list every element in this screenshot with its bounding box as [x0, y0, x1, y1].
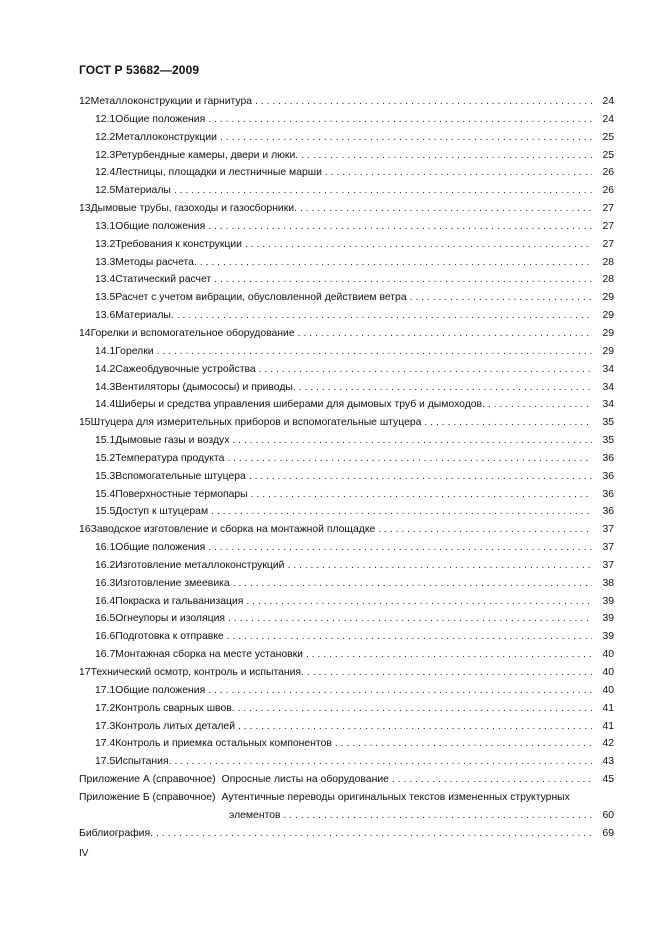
dot-leader: [245, 236, 592, 254]
toc-entry[interactable]: [79, 325, 614, 343]
toc-entry[interactable]: [79, 610, 614, 628]
toc-entry-number: 16: [79, 524, 91, 536]
dot-leader: [208, 539, 592, 557]
toc-entry[interactable]: [79, 557, 614, 575]
toc-entry-number: 14.2: [95, 363, 116, 375]
dot-leader: [246, 593, 592, 611]
toc-entry-page: 60: [602, 809, 614, 821]
toc-entry-appendix-b[interactable]: [79, 789, 614, 807]
toc-entry-title: Технический осмотр, контроль и испытания.: [90, 667, 304, 678]
toc-entry[interactable]: [79, 236, 614, 254]
toc-entry-title: Лестницы, площадки и лестничные марши: [115, 167, 322, 179]
toc-entry[interactable]: [79, 718, 614, 736]
dot-leader: [335, 735, 592, 753]
dot-leader: [211, 503, 592, 521]
toc-entry-title: Горелки и вспомогательное оборудование: [90, 327, 295, 339]
toc-entry-title: Дымовые газы и воздух: [115, 435, 230, 447]
toc-entry-number: 15.5: [95, 506, 116, 518]
dot-leader: [306, 646, 592, 664]
toc-entry-number: 16.6: [95, 631, 116, 643]
dot-leader: [488, 396, 592, 414]
dot-leader: [200, 254, 592, 272]
toc-entry-title: Вентиляторы (дымососы) и приводы.: [115, 381, 296, 393]
toc-entry-number: 16.7: [95, 649, 116, 661]
toc-entry-number: 13.1: [95, 220, 116, 232]
toc-entry-page: 29: [602, 345, 614, 357]
toc-entry-page: 25: [602, 131, 614, 143]
toc-entry-title: Контроль литых деталей: [115, 720, 235, 732]
toc-entry-page: 43: [602, 756, 614, 768]
toc-entry-number: 13: [79, 203, 91, 215]
toc-entry[interactable]: [79, 129, 614, 147]
toc-entry-page: 34: [602, 399, 614, 411]
dot-leader: [208, 682, 592, 700]
toc-entry-number: 13.4: [95, 274, 116, 286]
toc-entry-number: 17: [79, 667, 91, 678]
toc-entry-page: 24: [602, 113, 614, 125]
toc-entry-number: 17.1: [95, 684, 116, 696]
toc-entry-page: 27: [602, 238, 614, 250]
dot-leader: [214, 271, 592, 289]
toc-entry-page: 37: [602, 559, 614, 571]
toc-entry-page: 28: [602, 256, 614, 268]
toc-entry-title: Заводское изготовление и сборка на монтажной площадке: [90, 524, 376, 536]
page-number: IV: [79, 848, 89, 859]
toc-entry-title: Сажеобдувочные устройства: [115, 363, 256, 375]
toc-entry-page: 36: [602, 452, 614, 464]
toc-entry[interactable]: [79, 593, 614, 611]
toc-entry-appendix-a[interactable]: [79, 771, 614, 789]
toc-entry-page: 25: [602, 149, 614, 161]
dot-leader: [410, 289, 592, 307]
toc-entry-number: 12.2: [95, 131, 116, 143]
toc-entry-title: Дымовые трубы, газоходы и газосборники.: [90, 203, 297, 215]
toc-entry-title: Общие положения: [115, 220, 206, 232]
toc-entry-page: 24: [602, 96, 614, 107]
toc-entry[interactable]: [79, 164, 614, 182]
toc-entry-page: 27: [602, 220, 614, 232]
toc-entry-title: Испытания.: [115, 756, 172, 768]
dot-leader: [232, 432, 592, 450]
toc-entry[interactable]: [79, 396, 614, 414]
toc-entry[interactable]: [79, 646, 614, 664]
toc-entry-title: Изготовление металлоконструкций: [115, 559, 285, 571]
toc-entry[interactable]: [79, 414, 614, 432]
toc-entry-title: Изготовление змеевика: [115, 577, 230, 589]
toc-entry[interactable]: [79, 539, 614, 557]
toc-entry-title: Общие положения: [115, 542, 206, 554]
toc-entry-page: 29: [602, 327, 614, 339]
toc-entry-number: 13.5: [95, 292, 116, 304]
toc-entry-page: 69: [602, 827, 614, 839]
toc-entry[interactable]: [79, 93, 614, 111]
appendix-label: Приложение А (справочное): [79, 774, 216, 786]
bibliography-title: Библиография.: [79, 827, 153, 839]
toc-entry-number: 15.2: [95, 452, 116, 464]
toc-entry-number: 14.1: [95, 345, 116, 357]
toc-entry-number: 12.3: [95, 149, 116, 161]
dot-leader: [220, 129, 592, 147]
toc-entry-number: 14.4: [95, 399, 116, 411]
dot-leader: [424, 414, 592, 432]
toc-entry[interactable]: [79, 468, 614, 486]
toc-entry-title: Поверхностные термопары: [115, 488, 248, 500]
toc-entry-title: Контроль и приемка остальных компонентов: [115, 738, 332, 750]
toc-entry-number: 12.4: [95, 167, 116, 179]
toc-entry-title: Материалы.: [115, 310, 174, 322]
toc-entry-page: 40: [602, 649, 614, 661]
dot-leader: [284, 807, 592, 825]
toc-entry-page: 42: [602, 738, 614, 750]
toc-entry-title: Шиберы и средства управления шиберами для дымовых труб и дымоходов.: [115, 399, 485, 411]
toc-entry-title: Статический расчет: [115, 274, 212, 286]
toc-entry-page: 35: [602, 417, 614, 429]
toc-entry-number: 16.4: [95, 595, 116, 607]
toc-entry-page: 40: [602, 684, 614, 696]
appendix-title: Опросные листы на оборудование: [221, 774, 389, 786]
toc-entry-page: 28: [602, 274, 614, 286]
toc-entry-number: 17.4: [95, 738, 116, 750]
appendix-title-continued: элементов: [229, 809, 281, 821]
toc-entry-page: 29: [602, 310, 614, 322]
toc-entry-number: 17.3: [95, 720, 116, 732]
toc-entry-page: 34: [602, 363, 614, 375]
toc-entry-title: Расчет с учетом вибрации, обусловленной действием ветра: [115, 292, 407, 304]
toc-entry-number: 16.1: [95, 542, 116, 554]
toc-entry[interactable]: [79, 147, 614, 165]
toc-entry-number: 12: [79, 96, 91, 107]
dot-leader: [255, 93, 592, 111]
toc-entry[interactable]: [79, 664, 614, 682]
dot-leader: [325, 164, 592, 182]
toc-entry-page: 36: [602, 488, 614, 500]
toc-entry-title: Горелки: [115, 345, 154, 357]
dot-leader: [174, 182, 592, 200]
appendix-label: Приложение Б (справочное): [79, 791, 216, 803]
toc-entry[interactable]: [79, 271, 614, 289]
toc-entry-title: Штуцера для измерительных приборов и вспомогательные штуцера: [90, 417, 422, 429]
toc-entry[interactable]: [79, 700, 614, 718]
toc-entry-page: 38: [602, 577, 614, 589]
toc-entry-number: 12.1: [95, 113, 116, 125]
toc-entry-page: 34: [602, 381, 614, 393]
dot-leader: [233, 575, 592, 593]
toc-entry[interactable]: [79, 450, 614, 468]
toc-entry-bibliography[interactable]: [79, 825, 614, 843]
toc-entry-page: 35: [602, 435, 614, 447]
dot-leader: [228, 610, 592, 628]
toc-entry[interactable]: [79, 432, 614, 450]
toc-entry-title: Металлоконструкции и гарнитура: [90, 96, 253, 107]
toc-entry-page: 45: [602, 774, 614, 786]
dot-leader: [251, 486, 592, 504]
dot-leader: [208, 218, 592, 236]
dot-leader: [238, 718, 592, 736]
toc-entry-title: Контроль сварных швов.: [115, 702, 235, 714]
toc-entry-number: 14.3: [95, 381, 116, 393]
toc-entry[interactable]: [79, 307, 614, 325]
toc-entry-number: 12.5: [95, 185, 116, 197]
toc-entry[interactable]: [79, 486, 614, 504]
toc-entry-title: Металлоконструкции: [115, 131, 217, 143]
toc-entry-title: Монтажная сборка на месте установки: [115, 649, 303, 661]
toc-entry-number: 16.3: [95, 577, 116, 589]
dot-leader: [227, 628, 592, 646]
dot-leader: [156, 825, 592, 843]
dot-leader: [174, 753, 592, 771]
dot-leader: [157, 343, 592, 361]
toc-entry-page: 36: [602, 470, 614, 482]
dot-leader: [227, 450, 592, 468]
toc-entry-title: Температура продукта: [115, 452, 225, 464]
toc-entry[interactable]: [79, 753, 614, 771]
toc-entry-page: 36: [602, 506, 614, 518]
dot-leader: [298, 325, 592, 343]
dot-leader: [301, 147, 592, 165]
toc-entry[interactable]: [79, 735, 614, 753]
toc-entry-number: 13.6: [95, 310, 116, 322]
toc-entry[interactable]: [79, 343, 614, 361]
dot-leader: [378, 521, 592, 539]
toc-entry-page: 26: [602, 185, 614, 197]
toc-entry-number: 16.2: [95, 559, 116, 571]
toc-entry[interactable]: [79, 254, 614, 272]
toc-entry-page: 29: [602, 292, 614, 304]
dot-leader: [392, 771, 592, 789]
toc-entry-page: 27: [602, 203, 614, 215]
dot-leader: [299, 379, 592, 397]
toc-entry[interactable]: [79, 361, 614, 379]
toc-entry-page: 39: [602, 631, 614, 643]
toc-entry-page: 40: [602, 667, 614, 678]
toc-entry-title: Общие положения: [115, 684, 206, 696]
toc-entry-number: 13.3: [95, 256, 116, 268]
toc-entry-number: 15.1: [95, 435, 116, 447]
toc-entry-number: 14: [79, 327, 91, 339]
dot-leader: [208, 111, 592, 129]
toc-entry-page: 39: [602, 613, 614, 625]
dot-leader: [177, 307, 592, 325]
appendix-title: Аутентичные переводы оригинальных текстов измененных структурных: [221, 791, 570, 803]
toc-entry[interactable]: [79, 111, 614, 129]
toc-entry[interactable]: [79, 575, 614, 593]
dot-leader: [249, 468, 592, 486]
toc-entry[interactable]: [79, 503, 614, 521]
toc-entry-number: 13.2: [95, 238, 116, 250]
toc-entry[interactable]: [79, 289, 614, 307]
toc-entry-title: Методы расчета.: [115, 256, 197, 268]
toc-entry-page: 37: [602, 542, 614, 554]
toc-entry-title: Огнеупоры и изоляция: [115, 613, 226, 625]
toc-entry[interactable]: [79, 182, 614, 200]
toc-entry-title: Подготовка к отправке: [115, 631, 224, 643]
dot-leader: [300, 200, 592, 218]
toc-entry-title: Требования к конструкции: [115, 238, 242, 250]
toc-entry[interactable]: [79, 200, 614, 218]
toc-entry-page: 39: [602, 595, 614, 607]
dot-leader: [287, 557, 592, 575]
document-header: ГОСТ Р 53682—2009: [79, 63, 200, 77]
toc-entry-page: 41: [602, 702, 614, 714]
toc-entry-number: 15: [79, 417, 91, 429]
toc-entry[interactable]: [79, 628, 614, 646]
toc-entry-title: Доступ к штуцерам: [115, 506, 209, 518]
toc-entry[interactable]: [79, 682, 614, 700]
dot-leader: [259, 361, 592, 379]
toc-entry-page: 37: [602, 524, 614, 536]
toc-entry-number: 15.4: [95, 488, 116, 500]
toc-entry-title: Общие положения: [115, 113, 206, 125]
toc-entry-title: Ретурбендные камеры, двери и люки.: [115, 149, 299, 161]
toc-entry-page: 41: [602, 720, 614, 732]
toc-entry-number: 17.5: [95, 756, 116, 768]
toc-entry-title: Материалы: [115, 185, 171, 197]
toc-entry[interactable]: [79, 379, 614, 397]
toc-entry-number: 15.3: [95, 470, 116, 482]
toc-entry-number: 16.5: [95, 613, 116, 625]
dot-leader: [307, 664, 592, 682]
toc-entry-title: Вспомогательные штуцера: [115, 470, 246, 482]
toc-entry[interactable]: [79, 218, 614, 236]
table-of-contents: [79, 93, 614, 842]
dot-leader: [238, 700, 592, 718]
toc-entry-title: Покраска и гальванизация: [115, 595, 244, 607]
toc-entry-page: 26: [602, 167, 614, 179]
toc-entry[interactable]: [79, 521, 614, 539]
toc-entry-number: 17.2: [95, 702, 116, 714]
toc-entry-appendix-b-continued[interactable]: [79, 807, 614, 825]
